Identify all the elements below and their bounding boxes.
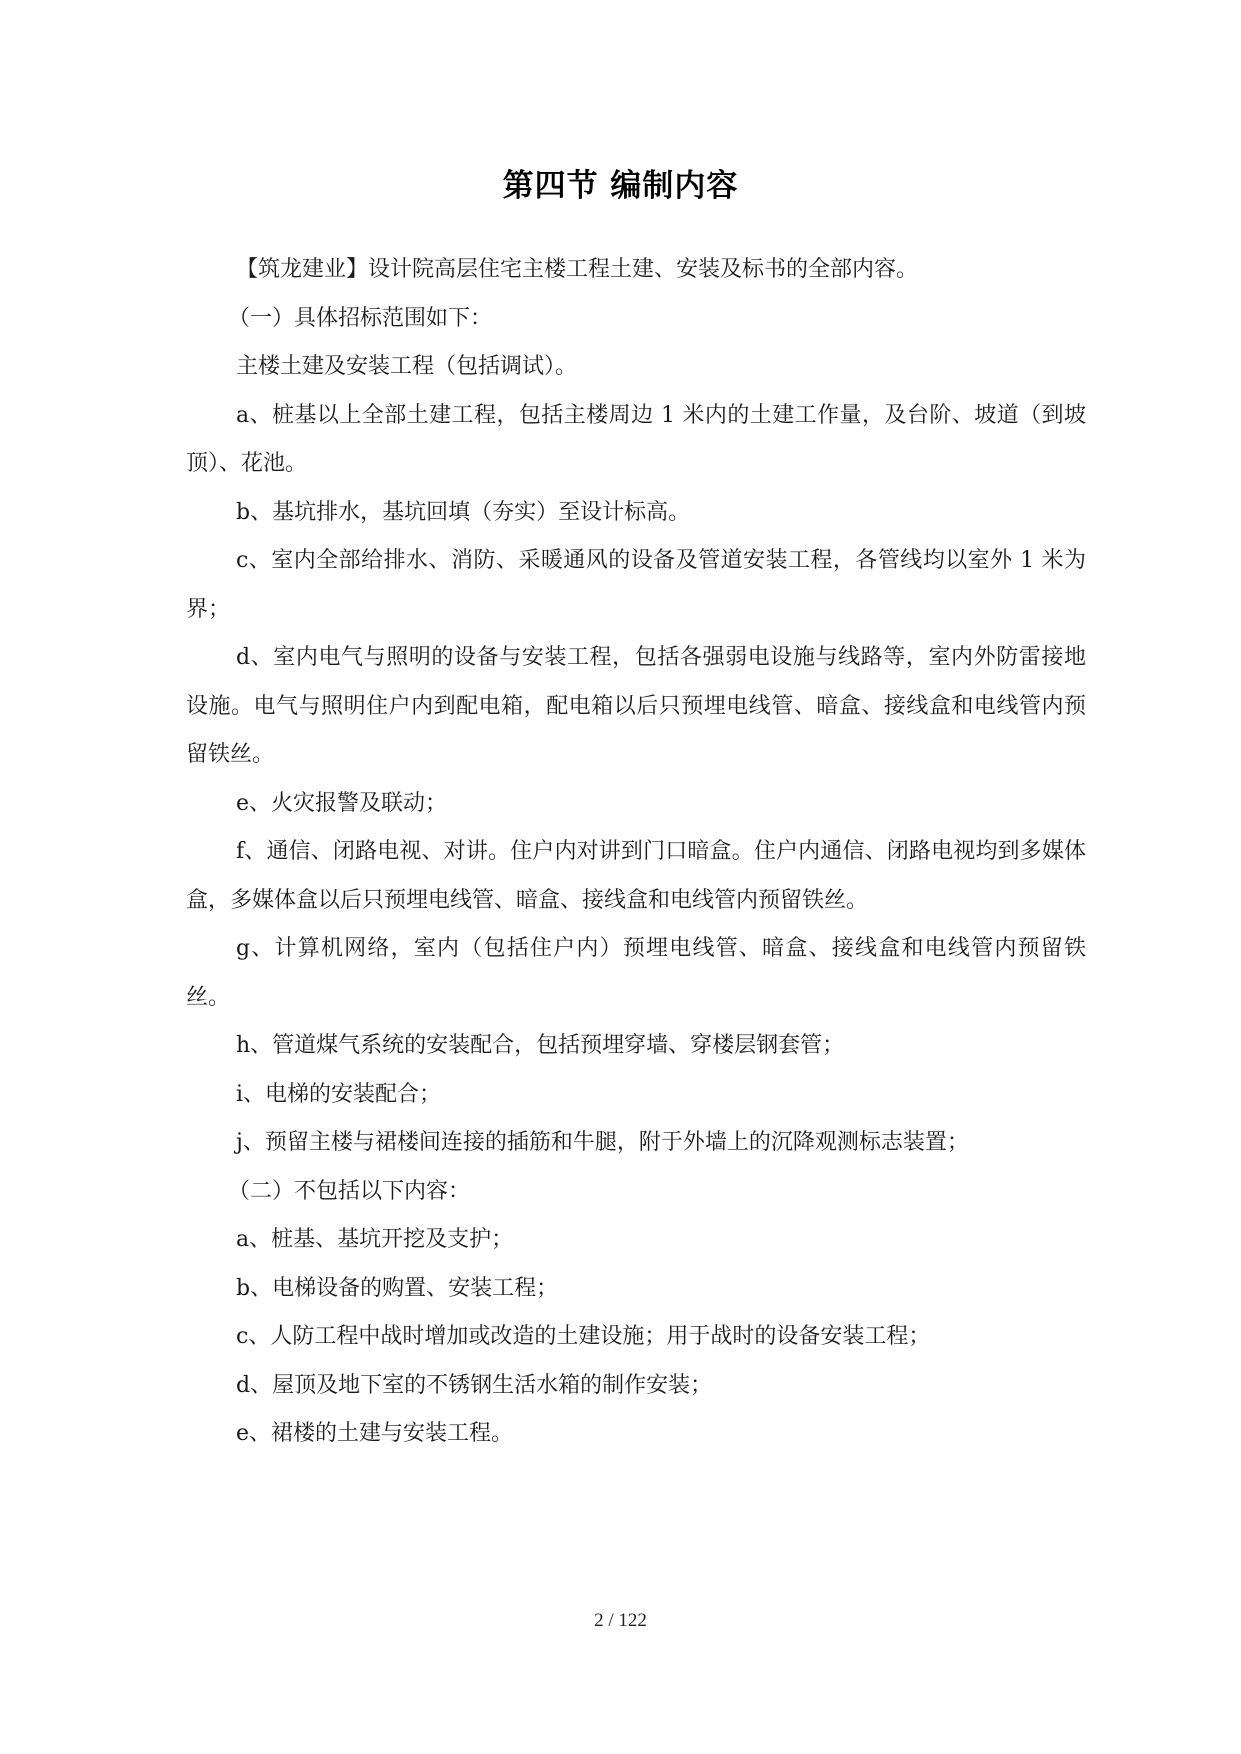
exclusion-item-b: b、电梯设备的购置、安装工程； <box>236 1275 559 1301</box>
scope-item-a: a、桩基以上全部土建工程，包括主楼周边 1 米内的土建工作量，及台阶、坡道（到坡顶）、花池。 <box>186 402 1086 476</box>
scope-item-b: b、基坑排水，基坑回填（夯实）至设计标高。 <box>236 499 691 525</box>
scope-item-g: g、计算机网络，室内（包括住户内）预埋电线管、暗盒、接线盒和电线管内预留铁丝。 <box>186 936 1086 1010</box>
scope-item-e: e、火灾报警及联动； <box>236 790 448 816</box>
scope-item-i: i、电梯的安装配合； <box>236 1081 442 1107</box>
intro-paragraph: 【筑龙建业】设计院高层住宅主楼工程土建、安装及标书的全部内容。 <box>236 257 919 282</box>
scope-heading: （一）具体招标范围如下： <box>228 305 493 331</box>
document-body <box>186 246 1086 1459</box>
exclusion-item-d: d、屋顶及地下室的不锈钢生活水箱的制作安装； <box>236 1372 713 1398</box>
scope-item-f: f、通信、闭路电视、对讲。住户内对讲到门口暗盒。住户内通信、闭路电视均到多媒体盒，多媒体盒以后只预埋电线管、暗盒、接线盒和电线管内预留铁丝。 <box>186 839 1086 913</box>
exclusion-item-c: c、人防工程中战时增加或改造的土建设施；用于战时的设备安装工程； <box>236 1324 931 1349</box>
scope-item-j: j、预留主楼与裙楼间连接的插筋和牛腿，附于外墙上的沉降观测标志装置； <box>236 1130 969 1155</box>
page-number: 2 / 122 <box>594 1610 647 1631</box>
scope-summary: 主楼土建及安装工程（包括调试）。 <box>236 354 578 379</box>
scope-item-c: c、室内全部给排水、消防、采暖通风的设备及管道安装工程，各管线均以室外 1 米为界； <box>186 548 1086 622</box>
exclusion-item-e: e、裙楼的土建与安装工程。 <box>236 1421 514 1446</box>
exclusion-item-a: a、桩基、基坑开挖及支护； <box>236 1227 514 1252</box>
section-title: 第四节 编制内容 <box>502 168 739 204</box>
exclusion-heading: （二）不包括以下内容： <box>228 1178 471 1204</box>
scope-item-h: h、管道煤气系统的安装配合，包括预埋穿墙、穿楼层钢套管； <box>236 1033 845 1058</box>
scope-item-d: d、室内电气与照明的设备与安装工程，包括各强弱电设施与线路等，室内外防雷接地设施。电气与照明住户内到配电箱，配电箱以后只预埋电线管、暗盒、接线盒和电线管内预留铁丝。 <box>186 645 1086 767</box>
